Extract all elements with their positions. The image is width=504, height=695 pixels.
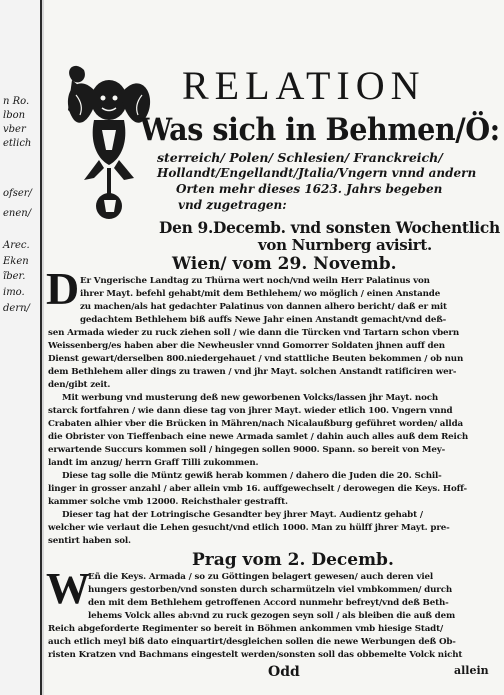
left-fragment: dern/ (3, 303, 30, 314)
body-line: Dieser tag hat der Lotringische Gesandter bey jhrer Mayt. Audientz gehabt / (62, 510, 423, 520)
left-fragment: Arec. (3, 240, 30, 251)
dateline-place: von Nurnberg avisirt. (258, 236, 432, 254)
left-fragment: imo. (3, 287, 25, 298)
body-line: welcher wie verlaut die Lehen gesucht/vnd etlich 1000. Man zu hülff jhrer Mayt. pre- (48, 523, 450, 533)
broadsheet-page (44, 0, 504, 695)
main-heading: Was sich in Behmen/Ö: (140, 112, 500, 148)
body-line: Reich abgeforderte Regimenter so bereit in Böhmen ankommen vmb hiesige Stadt/ (48, 624, 443, 634)
section-heading-prag: Prag vom 2. Decemb. (192, 550, 394, 570)
left-fragment: etlich (3, 138, 32, 149)
left-fragment: ofser/ (3, 188, 32, 199)
document-title: RELATION (182, 63, 426, 108)
subtitle-line: sterreich/ Polen/ Schlesien/ Franckreich/ (157, 150, 443, 165)
left-fragment: vber (3, 124, 26, 135)
body-line: dem Bethlehem aller dings zu trawen / vnd jhr Mayt. solchen Anstandt ratificiren wer- (48, 367, 457, 377)
section-heading-wien: Wien/ vom 29. Novemb. (172, 254, 397, 274)
body-line: risten Kratzen vnd Bachmans eingestelt werden/sonsten soll das obbemelte Volck nicht (48, 650, 463, 660)
body-line: lehems Volck alles ab:vnd zu ruck gezogen seyn soll / als bleiben die auß dem (88, 611, 456, 621)
body-line: die Obrister von Tieffenbach eine newe Armada samlet / dahin auch alles auß dem Reich (48, 432, 469, 442)
body-line: sentirt haben sol. (48, 536, 131, 546)
body-line: gedachtem Bethlehem biß auffs Newe Jahr einen Anstandt gemacht/vnd deß- (80, 315, 447, 325)
body-line: Mit werbung vnd musterung deß new geworbenen Volcks/lassen jhr Mayt. noch (62, 393, 439, 403)
left-fragment: lbon (3, 110, 26, 121)
subtitle-line: vnd zugetragen: (178, 198, 287, 212)
body-line: zu machen/als hat gedachter Palatinus von dannen alhero bericht/ daß er mit (80, 302, 447, 312)
body-line: landt im anzug/ herrn Graff Tilli zukommen. (48, 458, 259, 468)
catchword: allein (454, 664, 489, 677)
dateline: Den 9.Decemb. vnd sonsten Wochentlich (159, 218, 500, 237)
body-line: Diese tag solle die Müntz gewiß herab kommen / dahero die Juden die 20. Schil- (62, 471, 442, 481)
body-line: Er Vngerische Landtag zu Thürna wert noch/vnd weiln Herr Palatinus von (80, 276, 430, 286)
left-fragment: n Ro. (3, 96, 30, 107)
subtitle-line: Orten mehr dieses 1623. Jahrs begeben (176, 182, 443, 196)
subtitle-line: Hollandt/Engellandt/Jtalia/Vngern vnnd andern (157, 166, 477, 180)
body-line: ihrer Mayt. befehl gehabt/mit dem Bethlehem/ wo möglich / einen Anstande (80, 289, 441, 299)
body-line: auch etlich meyl biß dato einquartirt/desgleichen sollen die newe Werbungen deß Ob- (48, 637, 456, 647)
facing-page-fragment (0, 0, 42, 695)
body-line: sen Armada wieder zu ruck ziehen soll / wie dann die Türcken vnd Tartarn schon vbern (48, 328, 460, 338)
body-line: hungers gestorben/vnd sonsten durch scharmützeln viel vmbkommen/ durch (88, 585, 453, 595)
left-fragment: enen/ (3, 208, 32, 219)
body-line: Crabaten alhier vber die Brücken in Mähren/nach Nicalaußburg geführet worden/ allda (48, 419, 463, 429)
dropcap: D (46, 263, 80, 314)
body-line: linger in grosser anzahl / aber allein vmb 16. auffgewechselt / derowegen die Keys. Hoff- (48, 484, 467, 494)
body-line: Eñ die Keys. Armada / so zu Göttingen belagert gewesen/ auch deren viel (88, 572, 434, 582)
body-line: den mit dem Bethlehem getroffenen Accord nunmehr befreyt/vnd deß Beth- (88, 598, 449, 608)
body-line: kammer solche vmb 12000. Reichsthaler gestrafft. (48, 497, 288, 507)
left-fragment: ĩber. (3, 271, 26, 282)
body-line: Weissenberg/es haben aber die Newheusler vnnd Gomorrer Soldaten jhnen auff den (48, 341, 445, 351)
body-line: erwartende Succurs kommen soll / hingegen sollen 9000. Spann. so bereit von Mey- (48, 445, 446, 455)
body-line: Dienst gewart/derselben 800.niedergehauet / vnd stattliche Beuten bekommen / ob nun (48, 354, 464, 364)
left-fragment: Eken (3, 256, 29, 267)
body-line: den/gibt zeit. (48, 380, 111, 390)
signature-mark: Odd (268, 664, 300, 680)
body-line: starck fortfahren / wie dann diese tag von jhrer Mayt. wieder etlich 100. Vngern vnnd (48, 406, 453, 416)
dropcap: W (46, 564, 90, 613)
